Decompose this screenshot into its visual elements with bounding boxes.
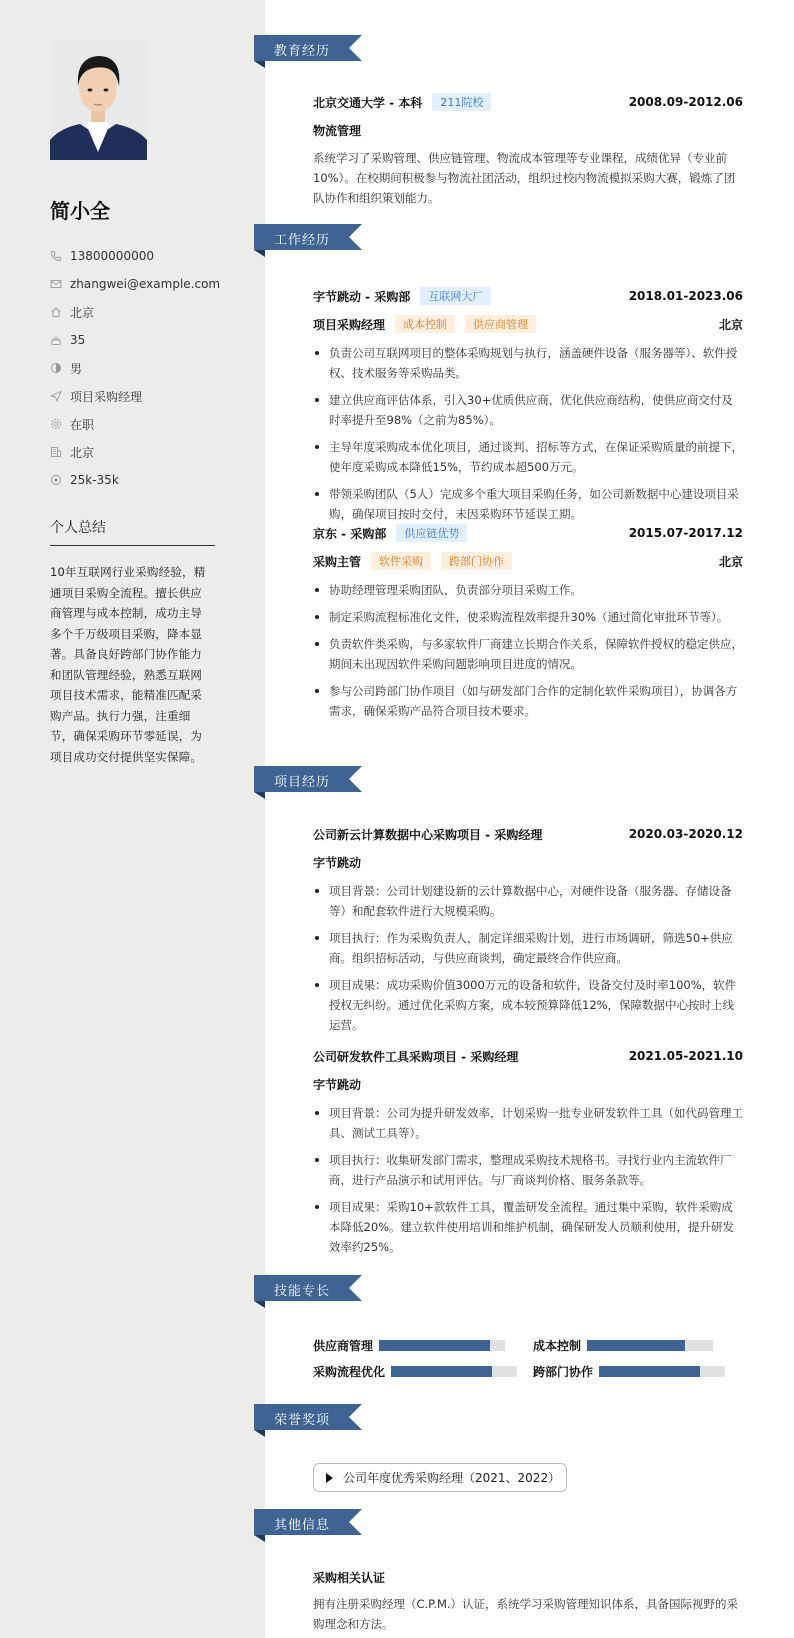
education-entry: [313, 91, 743, 208]
work-city: 北京: [718, 554, 743, 569]
list-item: 项目背景：公司为提升研发效率，计划采购一批专业研发软件工具（如代码管理工具、测试工具等）。: [313, 1103, 743, 1143]
skill-fill: [391, 1366, 492, 1377]
skill-item: [313, 1363, 517, 1380]
role-tag: 软件采购: [371, 552, 431, 570]
skill-fill: [599, 1366, 700, 1377]
info-gender: [50, 354, 240, 382]
info-salary: [50, 466, 240, 494]
company-tag: 互联网大厂: [420, 287, 491, 305]
work-bullets: [313, 343, 743, 524]
status-icon: [50, 418, 62, 430]
section-title: 工作经历: [274, 233, 331, 248]
skill-item: [313, 1337, 505, 1354]
info-text: 13800000000: [70, 249, 154, 263]
mail-icon: [50, 278, 62, 290]
date-range: 2015.07-2017.12: [628, 526, 743, 540]
skill-name: 采购流程优化: [313, 1365, 386, 1379]
section-title: 技能专长: [274, 1284, 331, 1299]
skill-name: 成本控制: [533, 1339, 582, 1353]
section-education: [254, 35, 362, 61]
section-title: 其他信息: [274, 1518, 331, 1533]
section-awards: [254, 1404, 362, 1430]
list-item: 制定采购流程标准化文件，使采购流程效率提升30%（通过简化审批环节等）。: [313, 607, 743, 627]
school-name: 北京交通大学 - 本科: [313, 95, 423, 110]
salary-icon: [50, 474, 62, 486]
info-age: [50, 326, 240, 354]
school-tag: 211院校: [432, 93, 491, 111]
skill-item: [533, 1363, 725, 1380]
role-title: 采购主管: [313, 554, 362, 569]
list-item: 带领采购团队（5人）完成多个重大项目采购任务，如公司新数据中心建设项目采购，确保项目按时交付，未因采购环节延误工期。: [313, 484, 743, 524]
avatar: [50, 40, 147, 160]
info-text: 在职: [70, 417, 95, 432]
other-description: 拥有注册采购经理（C.P.M.）认证，系统学习采购管理知识体系，具备国际视野的采购理念和方法。: [313, 1597, 739, 1631]
list-item: 项目执行：作为采购负责人，制定详细采购计划，进行市场调研，筛选50+供应商。组织招标活动，与供应商谈判，确定最终合作供应商。: [313, 928, 743, 968]
project-bullets: [313, 1103, 743, 1257]
send-icon: [50, 390, 62, 402]
candidate-name: 简小全: [50, 199, 110, 223]
work-city: 北京: [718, 317, 743, 332]
date-range: 2021.05-2021.10: [628, 1049, 743, 1063]
section-projects: [254, 766, 362, 792]
info-text: 35: [70, 333, 86, 347]
role-tag: 跨部门协作: [441, 552, 512, 570]
company-name: 京东 - 采购部: [313, 526, 387, 541]
info-city: [50, 298, 240, 326]
skill-name: 跨部门协作: [533, 1365, 594, 1379]
project-title: 公司研发软件工具采购项目 - 采购经理: [313, 1049, 519, 1064]
other-entry: [313, 1566, 743, 1634]
sidebar: [0, 0, 265, 1638]
summary-heading: 个人总结: [50, 517, 215, 546]
info-status: [50, 410, 240, 438]
date-range: 2020.03-2020.12: [628, 827, 743, 841]
info-text: zhangwei@example.com: [70, 277, 221, 291]
project-bullets: [313, 881, 743, 1035]
info-text: 25k-35k: [70, 473, 119, 487]
work-bullets: [313, 580, 743, 721]
project-org: 字节跳动: [313, 855, 362, 870]
project-entry: [313, 823, 743, 1042]
role-tag: 供应商管理: [465, 315, 536, 333]
list-item: 建立供应商评估体系，引入30+优质供应商，优化供应商结构，使供应商交付及时率提升至98%（之前为85%）。: [313, 390, 743, 430]
gender-icon: [50, 362, 62, 374]
list-item: 项目背景：公司计划建设新的云计算数据中心，对硬件设备（服务器、存储设备等）和配套软件进行大规模采购。: [313, 881, 743, 921]
work-entry: [313, 285, 743, 531]
skill-bar: [379, 1340, 505, 1351]
skill-name: 供应商管理: [313, 1339, 374, 1353]
list-item: 协助经理管理采购团队，负责部分项目采购工作。: [313, 580, 743, 600]
list-item: 项目成果：采购10+款软件工具，覆盖研发全流程。通过集中采购，软件采购成本降低20%。建立软件使用培训和维护机制，确保研发人员顺利使用，提升研发效率约25%。: [313, 1197, 743, 1257]
info-text: 北京: [70, 445, 95, 460]
info-text: 项目采购经理: [70, 389, 143, 404]
date-range: 2008.09-2012.06: [628, 95, 743, 109]
role-title: 项目采购经理: [313, 317, 386, 332]
award-text: 公司年度优秀采购经理（2021、2022）: [343, 1471, 561, 1485]
list-item: 项目成果：成功采购价值3000万元的设备和软件，设备交付及时率100%，软件授权无纠纷。通过优化采购方案，成本较预算降低12%，保障数据中心按时上线运营。: [313, 975, 743, 1035]
age-icon: [50, 334, 62, 346]
contact-info-list: [50, 242, 240, 494]
list-item: 参与公司跨部门协作项目（如与研发部门合作的定制化软件采购项目），协调各方需求，确保采购产品符合项目技术要求。: [313, 681, 743, 721]
list-item: 负责软件类采购，与多家软件厂商建立长期合作关系，保障软件授权的稳定供应，期间未出现因软件采购问题影响项目进度的情况。: [313, 634, 743, 674]
info-email: [50, 270, 240, 298]
info-phone: [50, 242, 240, 270]
info-text: 北京: [70, 305, 95, 320]
info-workplace: [50, 438, 240, 466]
section-other: [254, 1509, 362, 1535]
project-org: 字节跳动: [313, 1077, 362, 1092]
date-range: 2018.01-2023.06: [628, 289, 743, 303]
skill-bar: [587, 1340, 713, 1351]
award-item[interactable]: [313, 1463, 567, 1492]
skill-fill: [587, 1340, 685, 1351]
avatar-portrait: [50, 40, 147, 160]
info-position: [50, 382, 240, 410]
project-entry: [313, 1045, 743, 1264]
project-title: 公司新云计算数据中心采购项目 - 采购经理: [313, 827, 543, 842]
role-tag: 成本控制: [395, 315, 455, 333]
section-title: 教育经历: [274, 44, 331, 59]
list-item: 项目执行：收集研发部门需求，整理成采购技术规格书。寻找行业内主流软件厂商，进行产品演示和试用评估。与厂商谈判价格、服务条款等。: [313, 1150, 743, 1190]
major: 物流管理: [313, 123, 362, 138]
play-triangle-icon: [326, 1473, 333, 1483]
info-text: 男: [70, 361, 83, 376]
company-tag: 供应链优势: [396, 524, 467, 542]
skill-item: [533, 1337, 713, 1354]
section-work: [254, 224, 362, 250]
phone-icon: [50, 250, 62, 262]
section-title: 项目经历: [274, 775, 331, 790]
home-icon: [50, 306, 62, 318]
list-item: 主导年度采购成本优化项目，通过谈判、招标等方式，在保证采购质量的前提下，使年度采购成本降低15%，节约成本超500万元。: [313, 437, 743, 477]
section-skills: [254, 1275, 362, 1301]
skill-fill: [379, 1340, 490, 1351]
building-icon: [50, 446, 62, 458]
section-title: 荣誉奖项: [274, 1413, 331, 1428]
education-description: 系统学习了采购管理、供应链管理、物流成本管理等专业课程，成绩优异（专业前10%）。在校期间积极参与物流社团活动，组织过校内物流模拟采购大赛，锻炼了团队协作和组织策划能力。: [313, 151, 736, 205]
work-entry: [313, 522, 743, 728]
company-name: 字节跳动 - 采购部: [313, 289, 411, 304]
other-title: 采购相关认证: [313, 1570, 386, 1585]
summary-text: 10年互联网行业采购经验，精通项目采购全流程。擅长供应商管理与成本控制，成功主导多个千万级项目采购，降本显著。具备良好跨部门协作能力和团队管理经验，熟悉互联网项目技术需求，能精准匹配采购产品。执行力强，注重细节，确保采购环节零延误，为项目成功交付提供坚实保障。: [50, 565, 206, 764]
skill-bar: [599, 1366, 725, 1377]
skill-bar: [391, 1366, 517, 1377]
list-item: 负责公司互联网项目的整体采购规划与执行，涵盖硬件设备（服务器等）、软件授权、技术服务等采购品类。: [313, 343, 743, 383]
